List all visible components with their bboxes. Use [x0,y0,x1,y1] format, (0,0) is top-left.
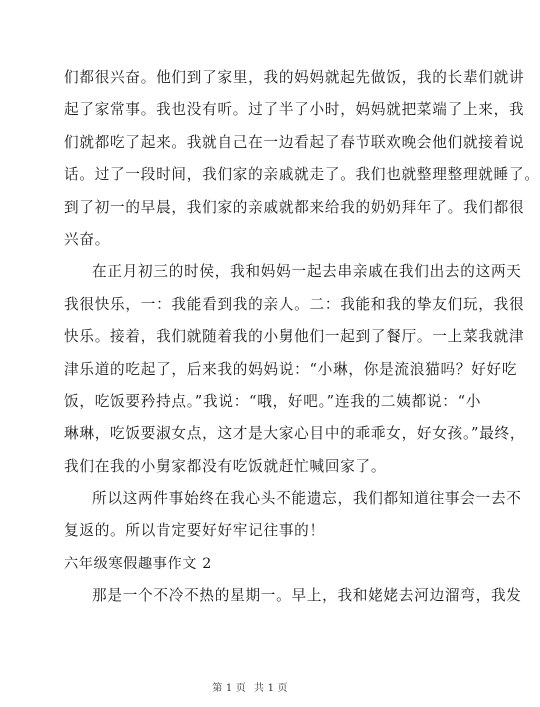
section-heading: 六年级寒假趣事作文 2 [64,555,212,572]
text-line: 饭，吃饭要矜持点。”我说：“哦，好吧。”连我的二姨都说：“小 [64,392,482,410]
text-line: 琳琳，吃饭要淑女点，这才是大家心目中的乖乖女，好女孩。”最终， [64,425,526,443]
text-line: 话。过了一段时间，我们家的亲戚就走了。我们也就整理整理就睡了。 [64,166,540,184]
text-line: 所以这两件事始终在我心头不能遗忘，我们都知道往事会一去不 [92,490,522,508]
text-line: 复返的。所以肯定要好好牢记往事的！ [64,522,325,540]
text-line: 在正月初三的时侯，我和妈妈一起去串亲戚在我们出去的这两天 [92,263,522,281]
page-number: 第 1 页 [212,683,246,694]
text-line: 们都很兴奋。他们到了家里，我的妈妈就起先做饭，我的长辈们就讲 [64,69,525,86]
text-line: 快乐。接着，我们就随着我的小舅他们一起到了餐厅。一上菜我就津 [64,328,525,346]
document-body [64,62,540,613]
text-line: 我很快乐，一：我能看到我的亲人。二：我能和我的挚友们玩，我很 [64,295,525,313]
text-line: 那是一个不冷不热的星期一。早上，我和姥姥去河边溜弯，我发 [92,587,522,605]
text-line: 我们在我的小舅家都没有吃饭就赶忙喊回家了。 [64,457,387,475]
page-footer [0,682,500,696]
text-line: 们就都吃了起来。我就自己在一边看起了春节联欢晚会他们就接着说 [64,133,525,151]
text-line: 起了家常事。我也没有听。过了半了小时，妈妈就把菜端了上来，我 [64,101,525,119]
text-line: 兴奋。 [64,230,111,248]
text-line: 津乐道的吃起了，后来我的妈妈说：“小琳，你是流浪猫吗？好好吃 [64,360,518,378]
page-total: 共 1 页 [254,683,288,694]
text-line: 到了初一的早晨，我们家的亲戚就都来给我的奶奶拜年了。我们都很 [64,198,525,216]
